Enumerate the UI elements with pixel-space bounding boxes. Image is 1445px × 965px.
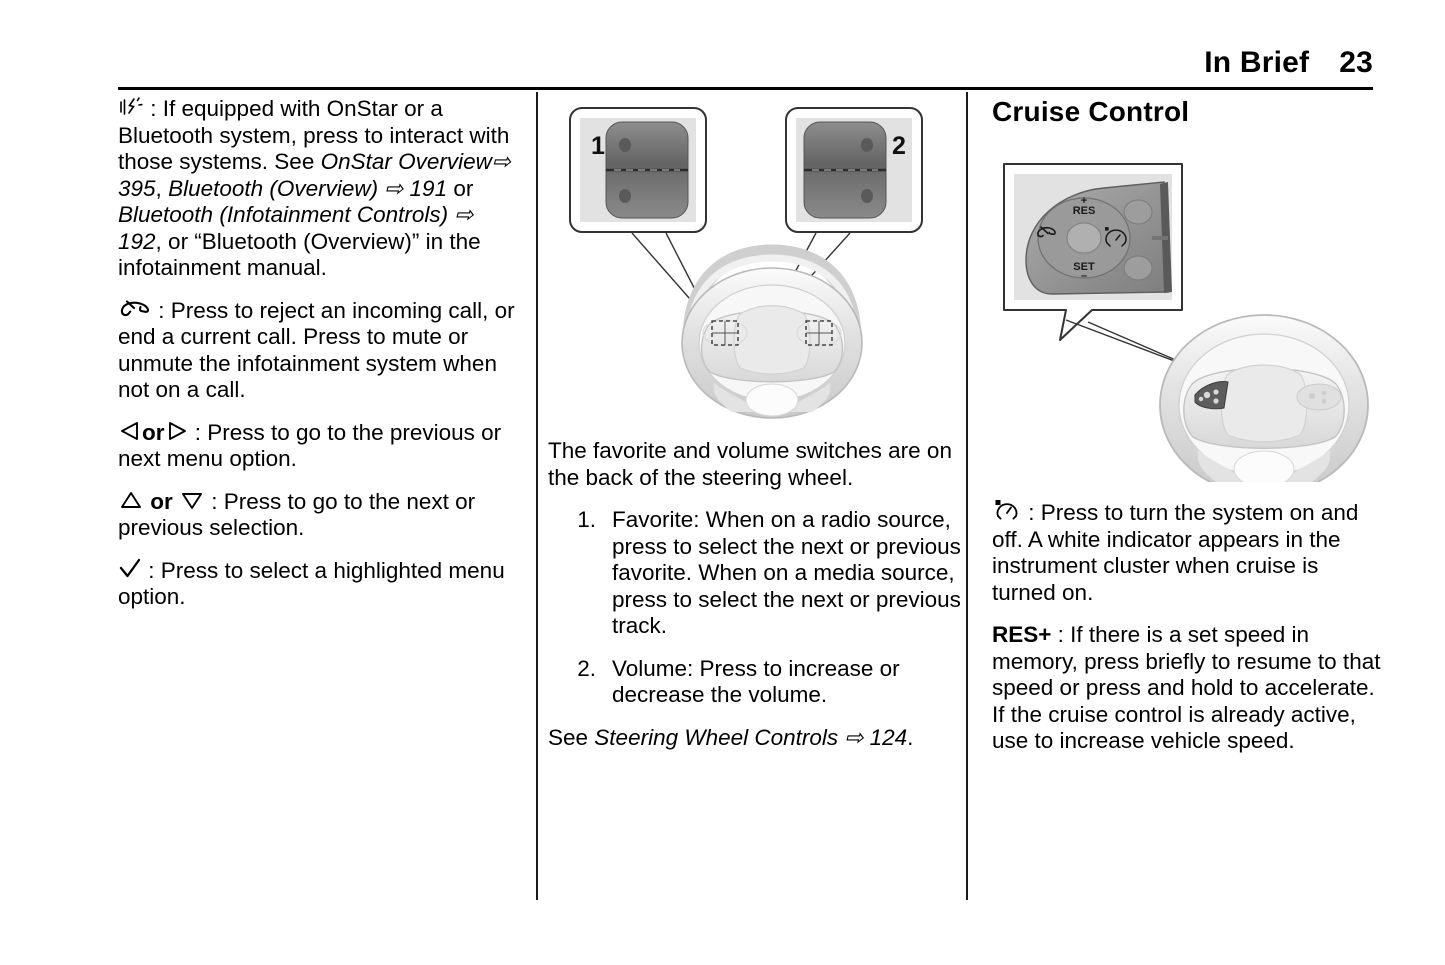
ref-onstar-overview: OnStar Overview: [320, 149, 492, 174]
list-item-number: 2.: [577, 655, 596, 681]
paragraph-select: [118, 558, 518, 611]
header-titles: [1204, 46, 1373, 80]
ref-sep-2: or: [447, 175, 474, 201]
page-header: [118, 46, 1373, 90]
ref-arrow-1: ⇨: [491, 149, 511, 174]
see-arrow-icon: ⇨: [844, 724, 864, 750]
steering-wheel-illustration: [682, 252, 862, 418]
end-call-icon: [118, 298, 152, 320]
or-label-1: or: [142, 419, 165, 445]
left-triangle-icon: [118, 420, 142, 442]
select-text: : Press to select a highlighted menu option.: [118, 557, 505, 609]
up-down-text: : Press to go to the next or previous selection.: [118, 488, 476, 540]
res-plus-label: RES+: [992, 622, 1052, 647]
cruise-on-off-text: : Press to turn the system on and off. A white indicator appears in the instrument cluster when cruise is turned on.: [992, 500, 1359, 605]
page-number: 23: [1339, 46, 1373, 79]
paragraph-cruise-on-off: [992, 498, 1384, 606]
ref-page-191: 191: [409, 175, 448, 201]
column-divider-2: [966, 92, 968, 900]
ref-bluetooth-infotainment: Bluetooth (Infotainment Controls): [118, 202, 449, 227]
res-button-label: RES: [1072, 205, 1096, 217]
set-minus-label: –: [1080, 270, 1088, 282]
end-call-text: : Press to reject an incoming call, or end a current call. Press to mute or unmute the infotainment system when not on a call.: [118, 297, 515, 402]
or-label-2: or: [150, 488, 173, 514]
ref-arrow-3: ⇨: [454, 202, 474, 227]
see-suffix: .: [907, 724, 914, 750]
callout-1-label: 1: [591, 132, 605, 160]
voice-paragraph-text-1: : If equipped with OnStar or a Bluetooth system, press to interact with those systems. See: [118, 96, 510, 174]
switch-function-list: [548, 507, 963, 709]
up-triangle-icon: [118, 489, 144, 511]
paragraph-voice-recognition: [118, 96, 518, 282]
list-item: [548, 656, 963, 709]
ref-steering-wheel-controls: Steering Wheel Controls: [594, 724, 839, 750]
list-item-text: Favorite: When on a radio source, press to select the next or previous favorite. When on a media source, press to select the next or previous track.: [612, 507, 961, 638]
res-plus-text: : If there is a set speed in memory, press briefly to resume to that speed or press and hold to accelerate. If the cruise control is already active, use to increase vehicle speed.: [992, 622, 1381, 753]
switches-intro-text: The favorite and volume switches are on the back of the steering wheel.: [548, 438, 952, 490]
paragraph-res-plus: [992, 622, 1384, 755]
res-plus-label: +: [1080, 195, 1088, 207]
cruise-control-switch-figure: [992, 152, 1384, 482]
down-triangle-icon: [179, 489, 205, 511]
voice-paragraph-text-2: , or “Bluetooth (Overview)” in the infotainment manual.: [118, 228, 481, 280]
see-prefix: See: [548, 724, 595, 750]
left-right-text: : Press to go to the previous or next menu option.: [118, 419, 502, 471]
paragraph-up-down: [118, 489, 518, 542]
ref-sep-1: ,: [155, 175, 169, 201]
ref-page-395: 395: [118, 175, 156, 201]
paragraph-see-steering-wheel-controls: [548, 725, 963, 752]
column-3: [992, 96, 1384, 771]
set-button-label: SET: [1073, 261, 1095, 273]
callout-box-2: [786, 108, 922, 232]
section-title-cruise-control: Cruise Control: [992, 96, 1190, 127]
callout-box-1: [570, 108, 706, 232]
ref-bluetooth-overview: Bluetooth (Overview): [168, 175, 379, 201]
see-page-124: 124: [869, 724, 908, 750]
column-1: [118, 96, 518, 627]
list-item: [548, 507, 963, 640]
column-2: [548, 96, 963, 767]
page-title: In Brief: [1204, 46, 1310, 79]
header-rule: [118, 87, 1373, 90]
ref-page-192: 192: [118, 228, 156, 254]
list-item-text: Volume: Press to increase or decrease the volume.: [612, 655, 900, 707]
paragraph-left-right: [118, 420, 518, 473]
callout-2-label: 2: [892, 132, 906, 160]
paragraph-end-call: [118, 298, 518, 404]
cruise-on-off-icon: [992, 498, 1022, 522]
voice-recognition-icon: [118, 96, 144, 118]
steering-wheel-back-switches-figure: [562, 100, 962, 420]
list-item-number: 1.: [577, 507, 596, 532]
right-triangle-icon: [165, 420, 189, 442]
ref-arrow-2: ⇨: [384, 175, 404, 201]
checkmark-icon: [118, 558, 142, 580]
column-divider-1: [536, 92, 538, 900]
steering-wheel-illustration-cruise: [1160, 315, 1368, 482]
cruise-callout-box: [1004, 164, 1182, 340]
